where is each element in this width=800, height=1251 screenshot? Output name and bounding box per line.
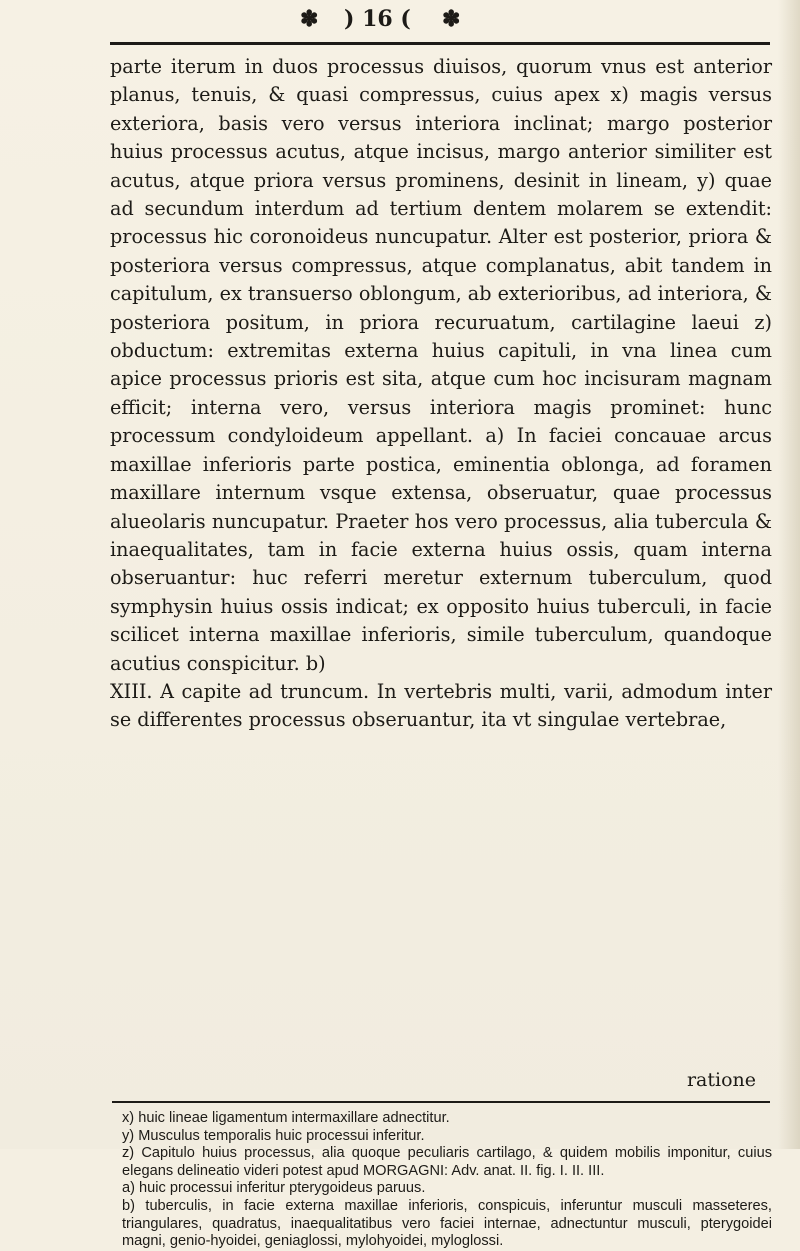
footnote-x: x) huic lineae ligamentum intermaxillare adnectitur.: [122, 1110, 450, 1126]
footnote-a: a) huic processui inferitur pterygoideus paruus.: [122, 1180, 426, 1197]
page-number: ) 16 (: [344, 6, 411, 32]
header-rule: [110, 42, 770, 45]
paragraph-processus: parte iterum in duos processus diuisos, quorum vnus est anterior planus, tenuis, & quasi compressus, cuius apex x) magis versus exteriora, basis vero versus interiora inclinat; margo posterior huius processus acutus, atque incisus, margo anterior similiter est acutus, atque priora versus prominens, desinit in lineam, y) quae ad secundum interdum ad tertium dentem molarem se extendit: processus hic coronoideus nuncupatur. Alter est posterior, priora & posteriora versus compressus, atque complanatus, abit tandem in capitulum, ex transuerso oblongum, ab exterioribus, ad interiora, & posteriora positum, in priora recuruatum, cartilagine laeui z) obductum: extremitas externa huius capituli, in vna linea cum apice processus prioris est sita, atque cum hoc incisuram magnam efficit; interna vero, versus interiora magis prominet: hunc processum condyloideum appellant. a) In faciei concauae arcus maxillae inferioris parte postica, eminentia oblonga, ad foramen maxillare internum vsque extensa, obseruatur, quae processus alueolaris nuncupatur. Praeter hos vero processus, alia tubercula & inaequalitates, tam in facie externa huius ossis, quam interna obseruantur: huc referri meretur externum tuberculum, quod symphysin huius ossis indicat; ex opposito huius tuberculi, in facie scilicet interna maxillae inferioris, simile tuberculum, quandoque acutius conspicitur. b): [110, 55, 772, 675]
paragraph-section-xiii: XIII. A capite ad truncum. In vertebris multi, varii, admodum inter se differentes processus obseruantur, ita vt singulae vertebrae,: [110, 679, 772, 732]
page-edge-shadow: [778, 0, 800, 1149]
ornament-left-icon: ✽: [300, 6, 319, 32]
footnotes: [122, 1110, 772, 1251]
ornament-right-icon: ✽: [442, 6, 461, 32]
main-text: [110, 53, 772, 735]
page-header: [0, 6, 800, 46]
footnote-z: z) Capitulo huius processus, alia quoque peculiaris cartilago, & quidem mobilis imponitur, cuius elegans delineatio videri potest apud MORGAGNI: Adv. anat. II. fig. I. II. III.: [122, 1145, 772, 1179]
footnote-b: b) tuberculis, in facie externa maxillae inferioris, conspicuis, inferuntur musculi masseteres, triangulares, quadratus, inaequalitatibus vero faciei internae, adnectuntur musculi, pterygoidei magni, genio-hyoidei, geniaglossi, mylohyoidei, myloglossi.: [122, 1197, 772, 1250]
catchword: ratione: [686, 1069, 756, 1091]
footnote-rule: [112, 1101, 770, 1103]
footnote-y: y) Musculus temporalis huic processui inferitur.: [122, 1127, 425, 1144]
